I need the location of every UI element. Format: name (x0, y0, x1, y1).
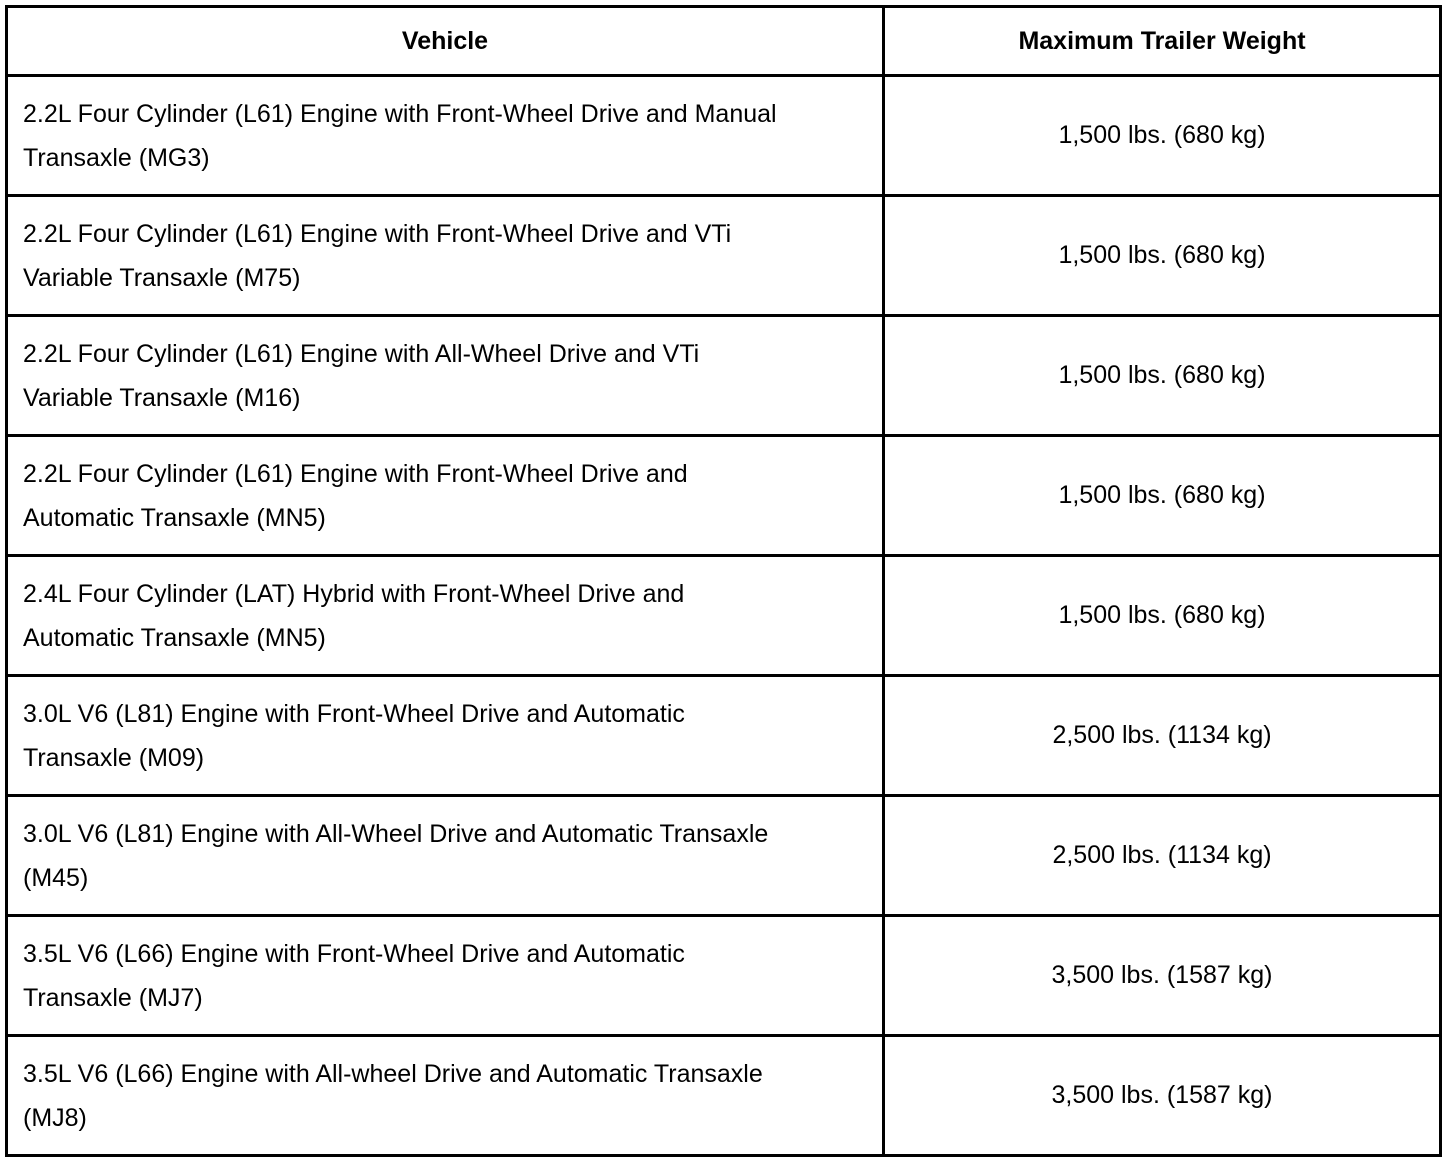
table-row (7, 1036, 1441, 1156)
table-body (7, 76, 1441, 1156)
weight-cell: 3,500 lbs. (1587 kg) (884, 1036, 1441, 1156)
weight-cell: 1,500 lbs. (680 kg) (884, 76, 1441, 196)
vehicle-cell: 2.2L Four Cylinder (L61) Engine with Front-Wheel Drive and Manual Transaxle (MG3) (7, 76, 884, 196)
vehicle-cell: 3.0L V6 (L81) Engine with Front-Wheel Drive and Automatic Transaxle (M09) (7, 676, 884, 796)
vehicle-cell: 3.5L V6 (L66) Engine with Front-Wheel Drive and Automatic Transaxle (MJ7) (7, 916, 884, 1036)
table-row (7, 196, 1441, 316)
weight-cell: 1,500 lbs. (680 kg) (884, 436, 1441, 556)
table-row (7, 916, 1441, 1036)
weight-column-header: Maximum Trailer Weight (884, 7, 1441, 76)
table-header (7, 7, 1441, 76)
weight-cell: 1,500 lbs. (680 kg) (884, 196, 1441, 316)
table-row (7, 556, 1441, 676)
weight-cell: 2,500 lbs. (1134 kg) (884, 796, 1441, 916)
weight-cell: 3,500 lbs. (1587 kg) (884, 916, 1441, 1036)
vehicle-cell: 2.2L Four Cylinder (L61) Engine with Front-Wheel Drive and Automatic Transaxle (MN5) (7, 436, 884, 556)
table-row (7, 76, 1441, 196)
table-row (7, 676, 1441, 796)
weight-cell: 2,500 lbs. (1134 kg) (884, 676, 1441, 796)
vehicle-cell: 3.5L V6 (L66) Engine with All-wheel Drive and Automatic Transaxle (MJ8) (7, 1036, 884, 1156)
header-row (7, 7, 1441, 76)
vehicle-column-header: Vehicle (7, 7, 884, 76)
weight-cell: 1,500 lbs. (680 kg) (884, 556, 1441, 676)
vehicle-cell: 2.2L Four Cylinder (L61) Engine with All-Wheel Drive and VTi Variable Transaxle (M16) (7, 316, 884, 436)
table-row (7, 796, 1441, 916)
trailer-weight-table (5, 5, 1442, 1157)
weight-cell: 1,500 lbs. (680 kg) (884, 316, 1441, 436)
table-row (7, 316, 1441, 436)
vehicle-cell: 2.4L Four Cylinder (LAT) Hybrid with Front-Wheel Drive and Automatic Transaxle (MN5) (7, 556, 884, 676)
vehicle-cell: 3.0L V6 (L81) Engine with All-Wheel Drive and Automatic Transaxle (M45) (7, 796, 884, 916)
table-row (7, 436, 1441, 556)
vehicle-cell: 2.2L Four Cylinder (L61) Engine with Front-Wheel Drive and VTi Variable Transaxle (M75) (7, 196, 884, 316)
